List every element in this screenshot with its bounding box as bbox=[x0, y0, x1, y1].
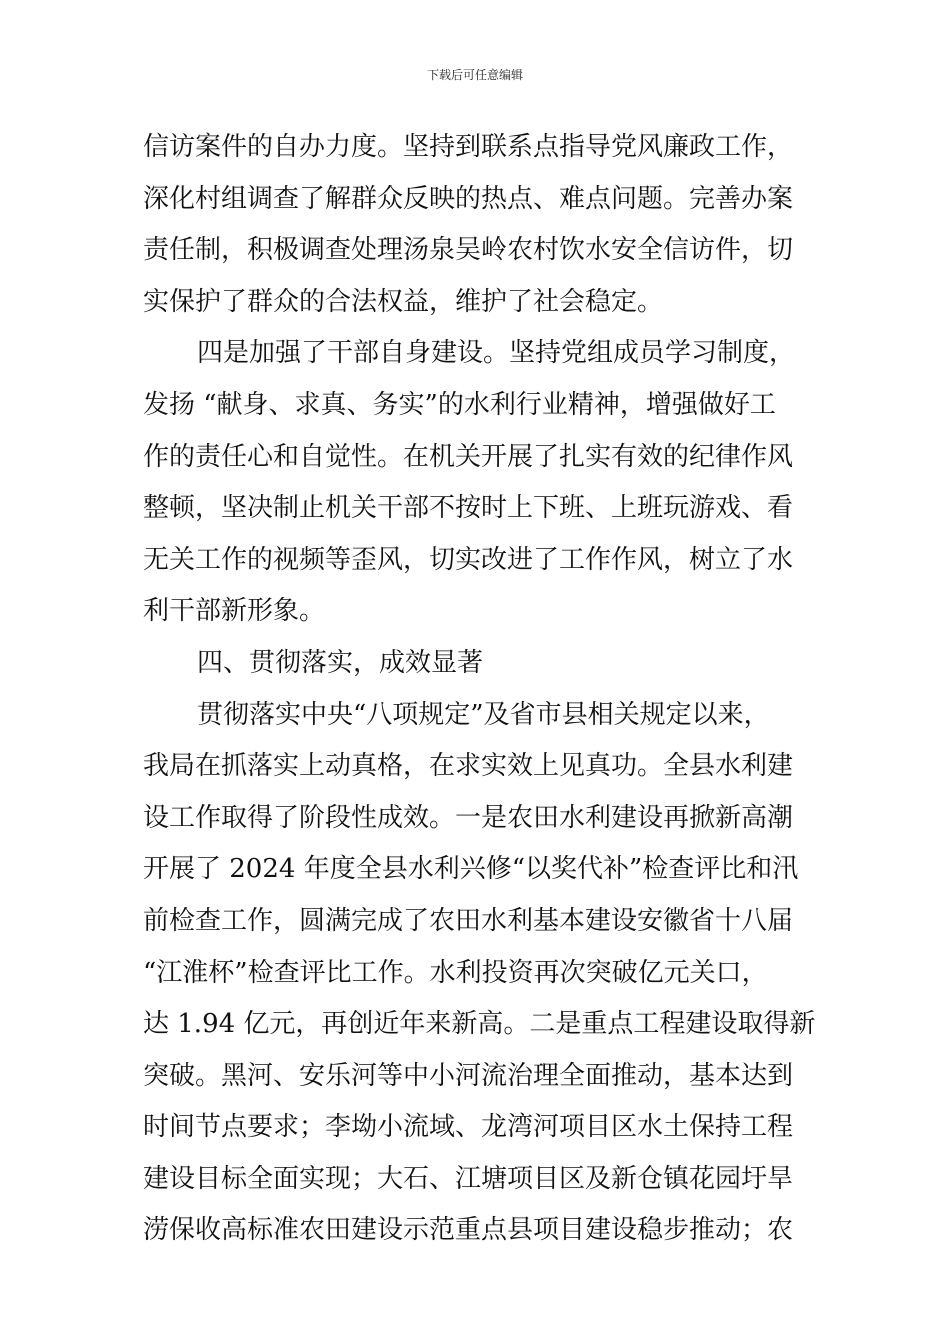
body-line: 无关工作的视频等歪风，切实改进了工作作风，树立了水 bbox=[143, 544, 794, 575]
body-line: 时间节点要求；李坳小流域、龙湾河项目区水土保持工程 bbox=[143, 1112, 794, 1143]
page-header-note: 下载后可任意编辑 bbox=[426, 68, 523, 82]
paragraph-start-line: 贯彻落实中央“八项规定”及省市县相关规定以来， bbox=[197, 699, 770, 730]
body-line: 整顿，坚决制止机关干部不按时上下班、上班玩游戏、看 bbox=[143, 493, 794, 524]
body-line: 前检查工作，圆满完成了农田水利基本建设安徽省十八届 bbox=[143, 905, 794, 936]
body-line: 达 1.94 亿元，再创近年来新高。二是重点工程建设取得新 bbox=[143, 1009, 816, 1040]
body-line: 实保护了群众的合法权益，维护了社会稳定。 bbox=[143, 286, 664, 317]
body-line: 涝保收高标准农田建设示范重点县项目建设稳步推动；农 bbox=[143, 1215, 794, 1246]
body-line: “江淮杯”检查评比工作。水利投资再次突破亿元关口， bbox=[143, 957, 768, 988]
body-line: 我局在抓落实上动真格，在求实效上见真功。全县水利建 bbox=[143, 751, 794, 782]
body-line: 作的责任心和自觉性。在机关开展了扎实有效的纪律作风 bbox=[143, 441, 794, 472]
body-line: 设工作取得了阶段性成效。一是农田水利建设再掀新高潮 bbox=[143, 802, 794, 833]
paragraph-start-line: 四是加强了干部自身建设。坚持党组成员学习制度， bbox=[197, 338, 796, 369]
body-line: 深化村组调查了解群众反映的热点、难点问题。完善办案 bbox=[143, 183, 794, 214]
section-heading: 四、贯彻落实，成效显著 bbox=[197, 647, 484, 678]
document-body bbox=[143, 122, 816, 1257]
body-line: 利干部新形象。 bbox=[143, 596, 326, 627]
body-line: 信访案件的自办力度。坚持到联系点指导党风廉政工作， bbox=[143, 132, 794, 162]
body-line: 开展了 2024 年度全县水利兴修“以奖代补”检查评比和汛 bbox=[143, 854, 799, 885]
body-line: 发扬 “献身、求真、务实”的水利行业精神，增强做好工 bbox=[143, 389, 776, 420]
body-line: 责任制，积极调查处理汤泉吴岭农村饮水安全信访件，切 bbox=[143, 235, 794, 266]
body-line: 突破。黑河、安乐河等中小河流治理全面推动，基本达到 bbox=[143, 1060, 794, 1091]
body-line: 建设目标全面实现；大石、江塘项目区及新仓镇花园圩旱 bbox=[143, 1163, 794, 1194]
